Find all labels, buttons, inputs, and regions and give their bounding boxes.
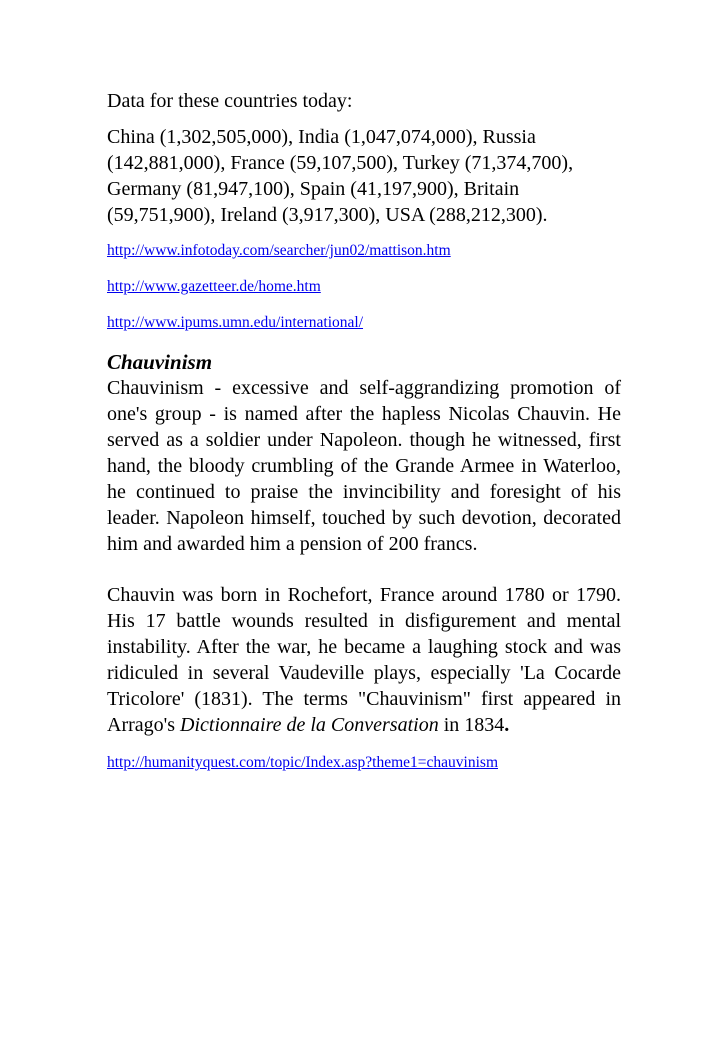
link-line-ipums	[107, 314, 621, 332]
link-line-infotoday	[107, 242, 621, 260]
link-humanityquest[interactable]: http://humanityquest.com/topic/Index.asp?theme1=chauvinism	[107, 754, 498, 771]
intro-heading: Data for these countries today:	[107, 90, 353, 112]
link-infotoday[interactable]: http://www.infotoday.com/searcher/jun02/mattison.htm	[107, 242, 451, 259]
paragraph-2-ending: in 1834	[438, 714, 505, 736]
link-line-humanityquest	[107, 754, 621, 772]
document-page	[107, 88, 621, 772]
section-heading-chauvinism: Chauvinism	[107, 350, 213, 374]
paragraph-2-text: Chauvin was born in Rochefort, France around 1780 or 1790. His 17 battle wounds resulted in disfigurement and mental instability. After the war, he became a laughing stock and was ridiculed in several Vaudeville plays, especially 'La Cocarde Tricolore' (1831). The terms "Chauvinism" first appeared in Arrago's	[107, 584, 621, 736]
book-title: Dictionnaire de la Conversation	[180, 714, 439, 736]
chauvinism-paragraph-1: Chauvinism - excessive and self-aggrandizing promotion of one's group - is named after the hapless Nicolas Chauvin. He served as a soldier under Napoleon. though he witnessed, first hand, the bloody crumbling of the Grande Armee in Waterloo, he continued to praise the invincibility and foresight of his leader. Napoleon himself, touched by such devotion, decorated him and awarded him a pension of 200 francs.	[107, 377, 621, 555]
paragraph-2-period: .	[504, 714, 510, 736]
link-gazetteer[interactable]: http://www.gazetteer.de/home.htm	[107, 278, 321, 295]
chauvinism-paragraph-2	[107, 582, 621, 738]
link-ipums[interactable]: http://www.ipums.umn.edu/international/	[107, 314, 364, 331]
link-line-gazetteer	[107, 278, 621, 296]
country-population-paragraph: China (1,302,505,000), India (1,047,074,000), Russia (142,881,000), France (59,107,500), Turkey (71,374,700), Germany (81,947,100), Spain (41,197,900), Britain (59,751,900), Ireland (3,917,300), USA (288,212,300).	[107, 126, 574, 226]
